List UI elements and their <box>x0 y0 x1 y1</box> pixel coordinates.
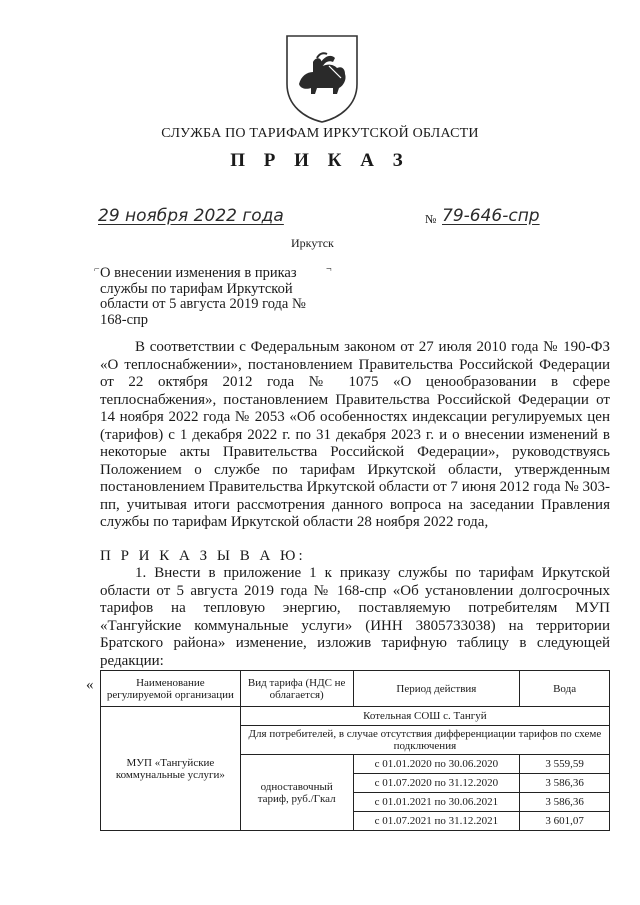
header-water: Вода <box>520 671 610 707</box>
bracket-left-mark: ⌐ <box>94 264 100 275</box>
tariff-table <box>100 670 610 831</box>
value-cell: 3 559,59 <box>520 755 610 774</box>
header-period: Период действия <box>353 671 520 707</box>
consumers-cell: Для потребителей, в случае отсутствия дифференциации тарифов по схеме подключения <box>240 726 609 755</box>
value-cell: 3 586,36 <box>520 774 610 793</box>
issuing-authority: СЛУЖБА ПО ТАРИФАМ ИРКУТСКОЙ ОБЛАСТИ <box>161 126 479 141</box>
tariff-type-cell: одноставочный тариф, руб./Гкал <box>240 755 353 831</box>
value-cell: 3 586,36 <box>520 793 610 812</box>
bracket-right-mark: ¬ <box>326 264 332 275</box>
organization-cell: МУП «Тангуйские коммунальные услуги» <box>101 707 241 831</box>
value-cell: 3 601,07 <box>520 812 610 831</box>
preamble-paragraph: В соответствии с Федеральным законом от 27 июля 2010 года № 190-ФЗ «О теплоснабжении», постановлением Правительства Российской Федерации от 22 октября 2012 года № 1075 «О ценообразовании в сфере теплоснабжения», постановлением Правительства Российской Федерации от 14 ноября 2022 года № 2053 «Об особенностях индексации регулируемых цен (тарифов) с 1 декабря 2022 г. по 31 декабря 2023 г. и о внесении изменений в некоторые акты Правительства Российской Федерации», руководствуясь Положением о службе по тарифам Иркутской области, утвержденным постановлением Правительства Иркутской области от 7 июня 2012 года № 303-пп, учитывая итоги рассмотрения данного вопроса на заседании Правления службы по тарифам Иркутской области 28 ноября 2022 года, <box>100 339 610 530</box>
document-type-title: П Р И К А З <box>230 150 410 171</box>
handwritten-date: 29 ноября 2022 года <box>98 206 284 226</box>
period-cell: с 01.07.2020 по 31.12.2020 <box>353 774 520 793</box>
opening-quote-mark: « <box>86 677 94 693</box>
boiler-house-cell: Котельная СОШ с. Тангуй <box>240 707 609 726</box>
city-name: Иркутск <box>291 236 334 250</box>
handwritten-document-number: 79-646-спр <box>442 206 540 226</box>
order-subject: О внесении изменения в приказ службы по тарифам Иркутской области от 5 августа 2019 года № 168-спр <box>100 265 306 328</box>
header-tariff-type: Вид тарифа (НДС не облагается) <box>240 671 353 707</box>
period-cell: с 01.01.2020 по 30.06.2020 <box>353 755 520 774</box>
coat-of-arms-emblem <box>283 32 361 124</box>
order-item-1: 1. Внести в приложение 1 к приказу службы по тарифам Иркутской области от 5 августа 2019 года № 168-спр «Об установлении долгосрочных тарифов на тепловую энергию, поставляемую потребителям МУП «Тангуйские коммунальные услуги» (ИНН 3805733038) на территории Братского района» изменение, изложив тарифную таблицу в следующей редакции: <box>100 565 610 669</box>
header-organization: Наименование регулируемой организации <box>101 671 241 707</box>
period-cell: с 01.01.2021 по 30.06.2021 <box>353 793 520 812</box>
period-cell: с 01.07.2021 по 31.12.2021 <box>353 812 520 831</box>
number-sign: № <box>425 212 437 226</box>
table-header-row <box>101 671 610 707</box>
table-row <box>101 707 610 726</box>
order-heading: П Р И К А З Ы В А Ю: <box>100 548 306 564</box>
